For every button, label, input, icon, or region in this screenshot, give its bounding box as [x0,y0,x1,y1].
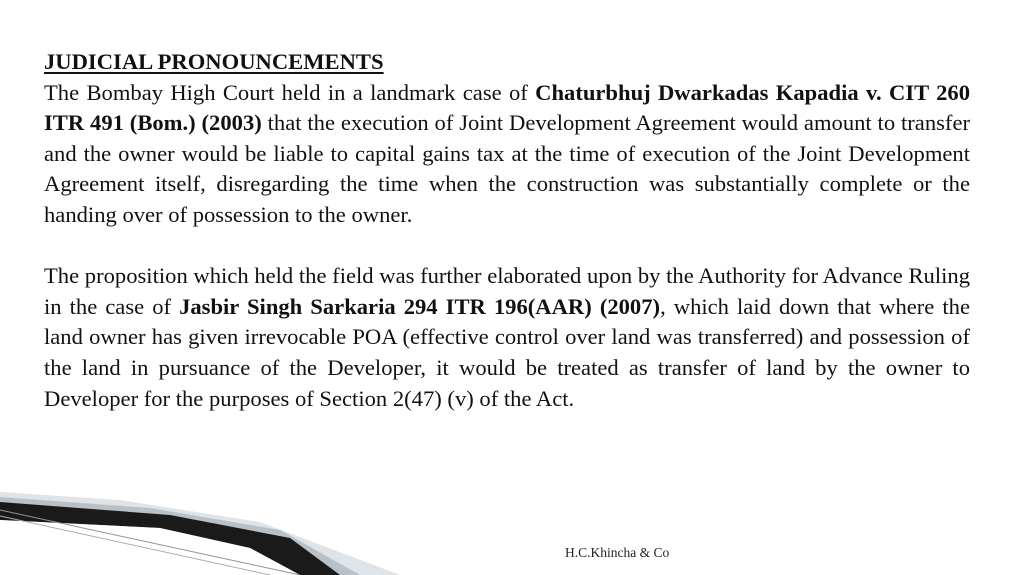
swoosh-line-1 [0,510,300,575]
paragraph-1-rest: that the execution of Joint Development Agreement would amount to transfer and the owner would be liable to capital gains tax at the time of execution of the Joint Development Agreement itself, disregarding the time when the construction was substantially complete or the handing over of possession to the owner. [44,110,970,227]
swoosh-band-dark [0,502,340,575]
paragraph-2 [44,261,970,414]
slide-content [44,47,970,414]
paragraph-1-lead: The Bombay High Court held in a landmark case of [44,79,536,105]
paragraph-2-citation: Jasbir Singh Sarkaria 294 ITR 196(AAR) (2007) [179,293,661,319]
paragraph-2-lead: The proposition which held the field was further elaborated upon by the Authority for Advance Ruling in the case of [44,263,970,319]
paragraph-1-citation: Chaturbhuj Dwarkadas Kapadia v. CIT 260 ITR 491 (Bom.) (2003) [44,79,970,136]
paragraph-2-rest: , which laid down that where the land owner has given irrevocable POA (effective control over land was transferred) and possession of the land in pursuance of the Developer, it would be treated as transfer of land by the owner to Developer for the purposes of Section 2(47) (v) of the Act. [44,293,970,411]
slide-heading: JUDICIAL PRONOUNCEMENTS [44,49,384,74]
paragraph-1 [44,78,970,231]
swoosh-line-2 [0,516,270,575]
swoosh-band-fill [0,520,300,575]
swoosh-band-light [0,492,400,575]
footer-firm-name: H.C.Khincha & Co [565,545,670,560]
swoosh-band-mid [0,497,360,575]
